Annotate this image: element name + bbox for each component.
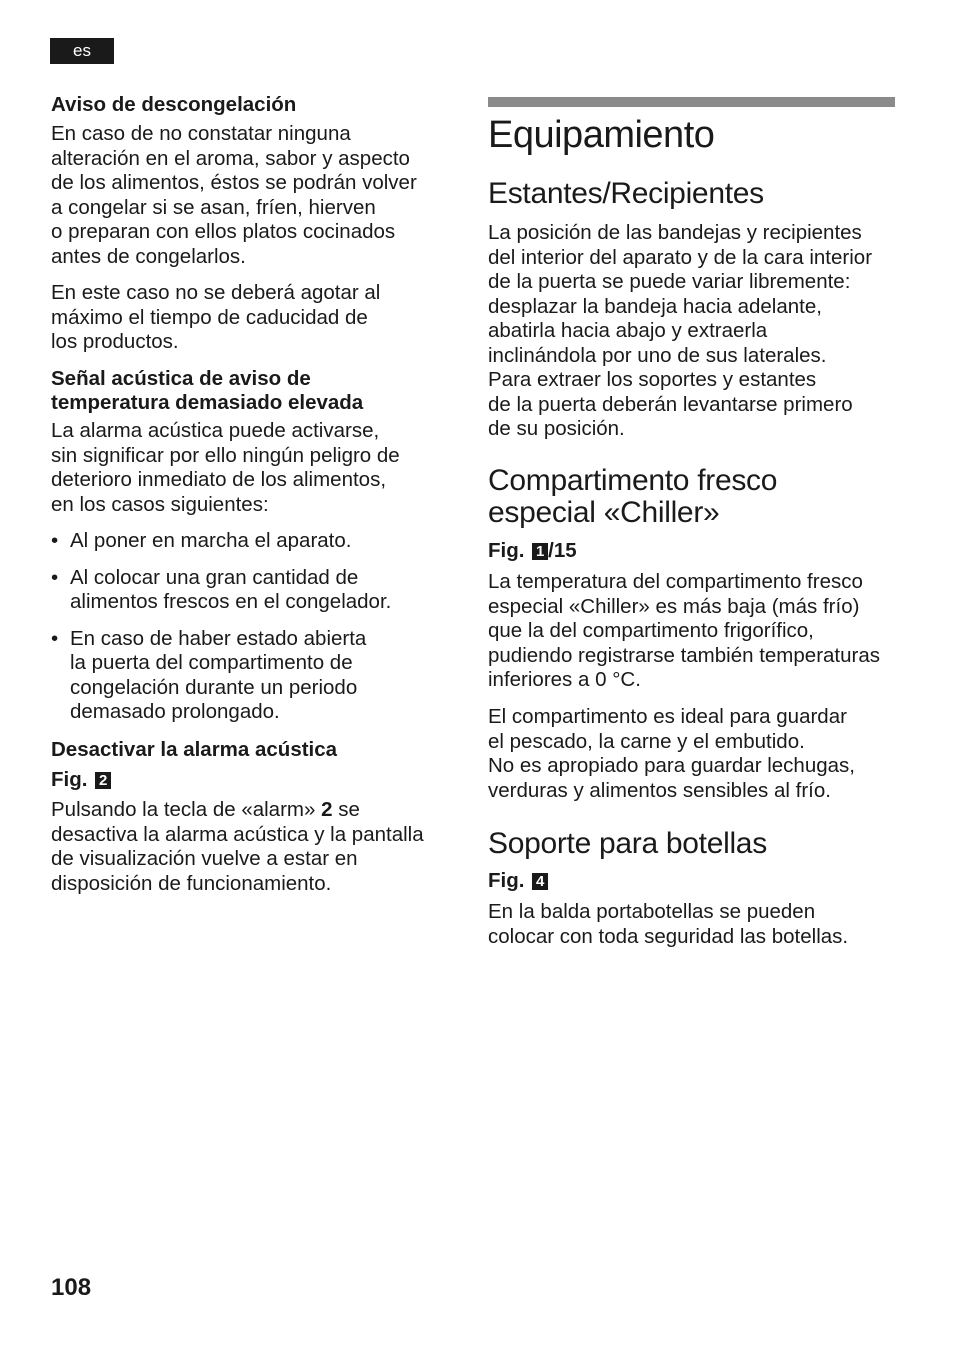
estantes-paragraph: La posición de las bandejas y recipientes del interior del aparato y de la cara interior de la puerta se puede variar libremente: desplazar la bandeja hacia adelante, abatirla hacia abajo y extraerla inclinándola por uno de sus laterales. Para extraer los soportes y estantes de la puerta deberán levantarse primero de su posición. bbox=[488, 221, 873, 440]
aviso-paragraph-2: En este caso no se deberá agotar al máximo el tiempo de caducidad de los productos. bbox=[51, 281, 381, 353]
list-item: • Al poner en marcha el aparato. bbox=[51, 529, 352, 552]
fig-reference: Fig. 2 bbox=[51, 768, 111, 792]
desactivar-paragraph: Pulsando la tecla de «alarm» 2 se desactiva la alarma acústica y la pantalla de visualización vuelve a estar en disposición de funcionamiento. bbox=[51, 798, 424, 895]
bullet-icon: • bbox=[51, 626, 59, 650]
estantes-heading: Estantes/Recipientes bbox=[488, 177, 764, 210]
aviso-heading: Aviso de descongelación bbox=[51, 93, 297, 116]
desactivar-heading: Desactivar la alarma acústica bbox=[51, 738, 338, 761]
language-tag: es bbox=[50, 38, 114, 64]
senal-paragraph: La alarma acústica puede activarse, sin significar por ello ningún peligro de deterioro inmediato de los alimentos, en los casos siguientes: bbox=[51, 419, 400, 516]
bullet-icon: • bbox=[51, 529, 59, 552]
figure-number-badge: 1 bbox=[532, 543, 548, 560]
senal-heading: Señal acústica de aviso de temperatura demasiado elevada bbox=[51, 367, 364, 414]
chiller-paragraph-1: La temperatura del compartimento fresco especial «Chiller» es más baja (más frío) que la del compartimento frigorífico, pudiendo registrarse también temperaturas inferiores a 0 °C. bbox=[488, 570, 880, 691]
botellas-paragraph: En la balda portabotellas se pueden colocar con toda seguridad las botellas. bbox=[488, 900, 849, 948]
bullet-icon: • bbox=[51, 565, 59, 589]
fig-reference: Fig. 1 /15 bbox=[488, 539, 577, 562]
chiller-paragraph-2: El compartimento es ideal para guardar el pescado, la carne y el embutido. No es apropiado para guardar lechugas, verduras y alimentos sensibles al frío. bbox=[488, 705, 855, 802]
botellas-heading: Soporte para botellas bbox=[488, 827, 767, 860]
alarm-key-number: 2 bbox=[321, 798, 333, 821]
fig-reference: Fig. 4 bbox=[488, 869, 548, 893]
aviso-paragraph-1: En caso de no constatar ninguna alteración en el aroma, sabor y aspecto de los alimentos, éstos se podrán volver a congelar si se asan, fríen, hierven o preparan con ellos platos cocinados antes de congelarlos. bbox=[51, 122, 417, 268]
page-number: 108 bbox=[51, 1274, 92, 1301]
list-item: • Al colocar una gran cantidad de alimentos frescos en el congelador. bbox=[51, 565, 392, 613]
section-rule bbox=[488, 97, 895, 107]
senal-bullet-list bbox=[51, 529, 451, 725]
figure-number-badge: 2 bbox=[95, 772, 111, 789]
figure-number-badge: 4 bbox=[532, 873, 548, 890]
list-item: • En caso de haber estado abierta la puerta del compartimento de congelación durante un periodo demasado prolongado. bbox=[51, 626, 367, 723]
chiller-heading: Compartimento fresco especial «Chiller» bbox=[488, 464, 778, 529]
page-title: Equipamiento bbox=[488, 114, 715, 156]
